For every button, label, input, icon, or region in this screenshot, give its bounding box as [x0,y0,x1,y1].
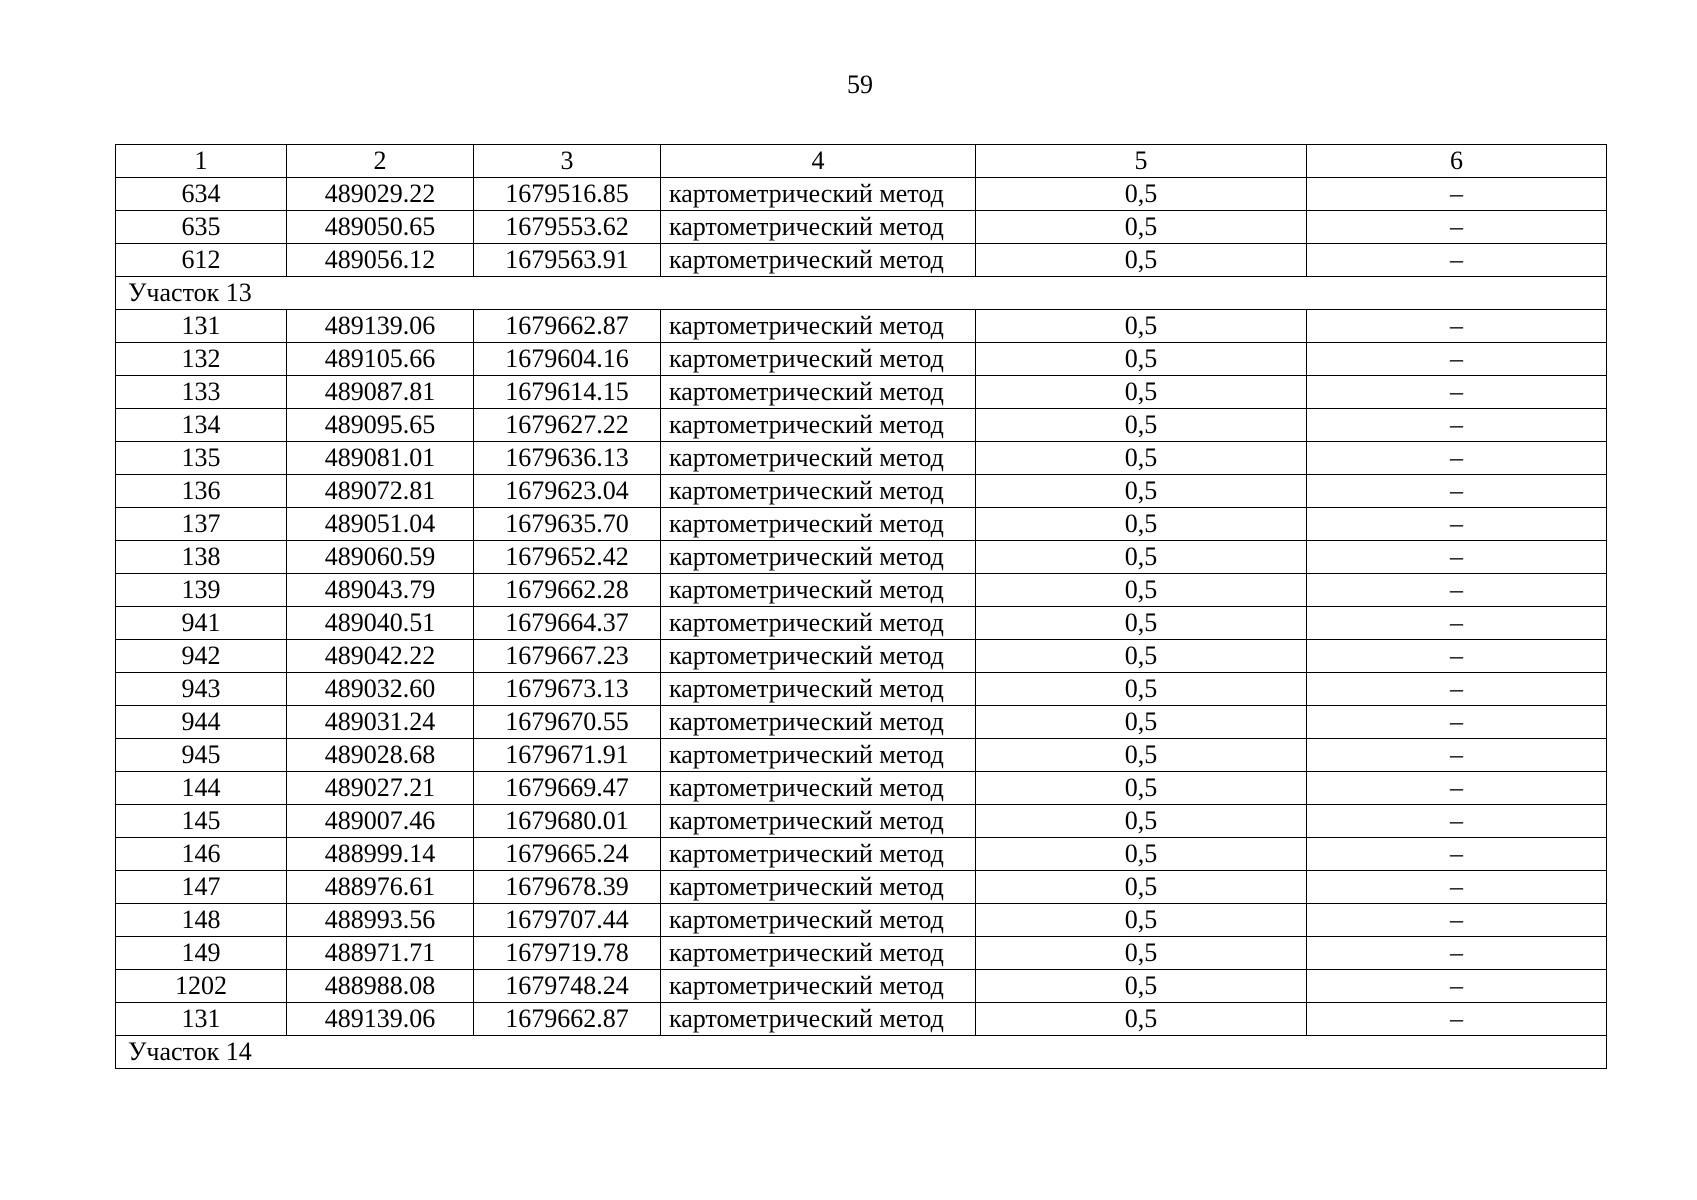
x-coordinate-cell: 488971.71 [287,937,474,970]
x-coordinate-cell: 489031.24 [287,706,474,739]
x-coordinate-cell: 489105.66 [287,343,474,376]
description-cell: – [1307,739,1607,772]
accuracy-cell: 0,5 [976,772,1307,805]
x-coordinate-cell: 489072.81 [287,475,474,508]
method-cell: картометрический метод [661,343,976,376]
x-coordinate-cell: 489028.68 [287,739,474,772]
accuracy-cell: 0,5 [976,805,1307,838]
x-coordinate-cell: 488993.56 [287,904,474,937]
description-cell: – [1307,574,1607,607]
table-body [116,145,1607,1069]
table-row [116,508,1607,541]
table-row [116,211,1607,244]
x-coordinate-cell: 489042.22 [287,640,474,673]
section-label: Участок 13 [116,277,1607,310]
method-cell: картометрический метод [661,244,976,277]
header-cell: 1 [116,145,287,178]
accuracy-cell: 0,5 [976,442,1307,475]
point-number-cell: 138 [116,541,287,574]
y-coordinate-cell: 1679680.01 [474,805,661,838]
accuracy-cell: 0,5 [976,310,1307,343]
accuracy-cell: 0,5 [976,673,1307,706]
y-coordinate-cell: 1679604.16 [474,343,661,376]
method-cell: картометрический метод [661,640,976,673]
accuracy-cell: 0,5 [976,178,1307,211]
section-row [116,277,1607,310]
point-number-cell: 945 [116,739,287,772]
header-cell: 6 [1307,145,1607,178]
table-row [116,541,1607,574]
table-row [116,673,1607,706]
x-coordinate-cell: 489027.21 [287,772,474,805]
accuracy-cell: 0,5 [976,607,1307,640]
description-cell: – [1307,541,1607,574]
table-row [116,574,1607,607]
coordinates-table [115,144,1607,1069]
accuracy-cell: 0,5 [976,343,1307,376]
y-coordinate-cell: 1679627.22 [474,409,661,442]
table-row [116,937,1607,970]
y-coordinate-cell: 1679671.91 [474,739,661,772]
x-coordinate-cell: 488999.14 [287,838,474,871]
description-cell: – [1307,838,1607,871]
x-coordinate-cell: 489040.51 [287,607,474,640]
table-row [116,343,1607,376]
header-cell: 3 [474,145,661,178]
description-cell: – [1307,343,1607,376]
x-coordinate-cell: 489095.65 [287,409,474,442]
x-coordinate-cell: 489029.22 [287,178,474,211]
table-row [116,376,1607,409]
description-cell: – [1307,310,1607,343]
point-number-cell: 144 [116,772,287,805]
description-cell: – [1307,211,1607,244]
accuracy-cell: 0,5 [976,475,1307,508]
y-coordinate-cell: 1679707.44 [474,904,661,937]
x-coordinate-cell: 489139.06 [287,310,474,343]
y-coordinate-cell: 1679636.13 [474,442,661,475]
method-cell: картометрический метод [661,574,976,607]
y-coordinate-cell: 1679678.39 [474,871,661,904]
table-row [116,310,1607,343]
point-number-cell: 133 [116,376,287,409]
y-coordinate-cell: 1679669.47 [474,772,661,805]
accuracy-cell: 0,5 [976,706,1307,739]
y-coordinate-cell: 1679664.37 [474,607,661,640]
point-number-cell: 136 [116,475,287,508]
y-coordinate-cell: 1679662.28 [474,574,661,607]
accuracy-cell: 0,5 [976,574,1307,607]
description-cell: – [1307,970,1607,1003]
table-row [116,640,1607,673]
description-cell: – [1307,244,1607,277]
accuracy-cell: 0,5 [976,211,1307,244]
method-cell: картометрический метод [661,607,976,640]
method-cell: картометрический метод [661,838,976,871]
point-number-cell: 147 [116,871,287,904]
x-coordinate-cell: 489050.65 [287,211,474,244]
table-row [116,871,1607,904]
accuracy-cell: 0,5 [976,541,1307,574]
method-cell: картометрический метод [661,178,976,211]
table-row [116,838,1607,871]
point-number-cell: 944 [116,706,287,739]
y-coordinate-cell: 1679516.85 [474,178,661,211]
description-cell: – [1307,508,1607,541]
x-coordinate-cell: 489007.46 [287,805,474,838]
table-row [116,409,1607,442]
table-row [116,607,1607,640]
description-cell: – [1307,475,1607,508]
method-cell: картометрический метод [661,937,976,970]
table-row [116,1003,1607,1036]
table-row [116,739,1607,772]
description-cell: – [1307,1003,1607,1036]
x-coordinate-cell: 489060.59 [287,541,474,574]
description-cell: – [1307,607,1607,640]
section-label: Участок 14 [116,1036,1607,1069]
point-number-cell: 634 [116,178,287,211]
header-cell: 2 [287,145,474,178]
x-coordinate-cell: 489051.04 [287,508,474,541]
method-cell: картометрический метод [661,1003,976,1036]
point-number-cell: 943 [116,673,287,706]
point-number-cell: 635 [116,211,287,244]
table-row [116,706,1607,739]
x-coordinate-cell: 489032.60 [287,673,474,706]
table-row [116,178,1607,211]
x-coordinate-cell: 489139.06 [287,1003,474,1036]
description-cell: – [1307,706,1607,739]
table-row [116,904,1607,937]
method-cell: картометрический метод [661,310,976,343]
description-cell: – [1307,640,1607,673]
accuracy-cell: 0,5 [976,739,1307,772]
x-coordinate-cell: 489087.81 [287,376,474,409]
y-coordinate-cell: 1679673.13 [474,673,661,706]
y-coordinate-cell: 1679635.70 [474,508,661,541]
y-coordinate-cell: 1679719.78 [474,937,661,970]
point-number-cell: 148 [116,904,287,937]
point-number-cell: 145 [116,805,287,838]
accuracy-cell: 0,5 [976,376,1307,409]
description-cell: – [1307,442,1607,475]
description-cell: – [1307,673,1607,706]
point-number-cell: 149 [116,937,287,970]
method-cell: картометрический метод [661,409,976,442]
point-number-cell: 137 [116,508,287,541]
table-row [116,805,1607,838]
method-cell: картометрический метод [661,805,976,838]
method-cell: картометрический метод [661,772,976,805]
table-row [116,442,1607,475]
method-cell: картометрический метод [661,673,976,706]
accuracy-cell: 0,5 [976,244,1307,277]
page-number: 59 [847,70,873,99]
x-coordinate-cell: 488976.61 [287,871,474,904]
method-cell: картометрический метод [661,211,976,244]
section-row [116,1036,1607,1069]
y-coordinate-cell: 1679623.04 [474,475,661,508]
point-number-cell: 941 [116,607,287,640]
accuracy-cell: 0,5 [976,508,1307,541]
description-cell: – [1307,409,1607,442]
method-cell: картометрический метод [661,739,976,772]
description-cell: – [1307,178,1607,211]
y-coordinate-cell: 1679662.87 [474,1003,661,1036]
point-number-cell: 132 [116,343,287,376]
table-header-row [116,145,1607,178]
y-coordinate-cell: 1679553.62 [474,211,661,244]
y-coordinate-cell: 1679665.24 [474,838,661,871]
table-row [116,970,1607,1003]
description-cell: – [1307,772,1607,805]
x-coordinate-cell: 488988.08 [287,970,474,1003]
accuracy-cell: 0,5 [976,904,1307,937]
x-coordinate-cell: 489043.79 [287,574,474,607]
y-coordinate-cell: 1679652.42 [474,541,661,574]
y-coordinate-cell: 1679614.15 [474,376,661,409]
point-number-cell: 135 [116,442,287,475]
y-coordinate-cell: 1679670.55 [474,706,661,739]
description-cell: – [1307,871,1607,904]
y-coordinate-cell: 1679748.24 [474,970,661,1003]
method-cell: картометрический метод [661,706,976,739]
table-row [116,244,1607,277]
y-coordinate-cell: 1679667.23 [474,640,661,673]
description-cell: – [1307,805,1607,838]
description-cell: – [1307,904,1607,937]
description-cell: – [1307,937,1607,970]
accuracy-cell: 0,5 [976,937,1307,970]
method-cell: картометрический метод [661,871,976,904]
point-number-cell: 131 [116,1003,287,1036]
accuracy-cell: 0,5 [976,838,1307,871]
y-coordinate-cell: 1679662.87 [474,310,661,343]
y-coordinate-cell: 1679563.91 [474,244,661,277]
method-cell: картометрический метод [661,904,976,937]
x-coordinate-cell: 489081.01 [287,442,474,475]
method-cell: картометрический метод [661,442,976,475]
point-number-cell: 134 [116,409,287,442]
accuracy-cell: 0,5 [976,1003,1307,1036]
method-cell: картометрический метод [661,970,976,1003]
point-number-cell: 146 [116,838,287,871]
accuracy-cell: 0,5 [976,970,1307,1003]
point-number-cell: 131 [116,310,287,343]
point-number-cell: 139 [116,574,287,607]
header-cell: 5 [976,145,1307,178]
accuracy-cell: 0,5 [976,409,1307,442]
table-row [116,772,1607,805]
description-cell: – [1307,376,1607,409]
method-cell: картометрический метод [661,541,976,574]
table-row [116,475,1607,508]
point-number-cell: 942 [116,640,287,673]
accuracy-cell: 0,5 [976,871,1307,904]
point-number-cell: 612 [116,244,287,277]
x-coordinate-cell: 489056.12 [287,244,474,277]
method-cell: картометрический метод [661,376,976,409]
point-number-cell: 1202 [116,970,287,1003]
accuracy-cell: 0,5 [976,640,1307,673]
method-cell: картометрический метод [661,475,976,508]
method-cell: картометрический метод [661,508,976,541]
header-cell: 4 [661,145,976,178]
